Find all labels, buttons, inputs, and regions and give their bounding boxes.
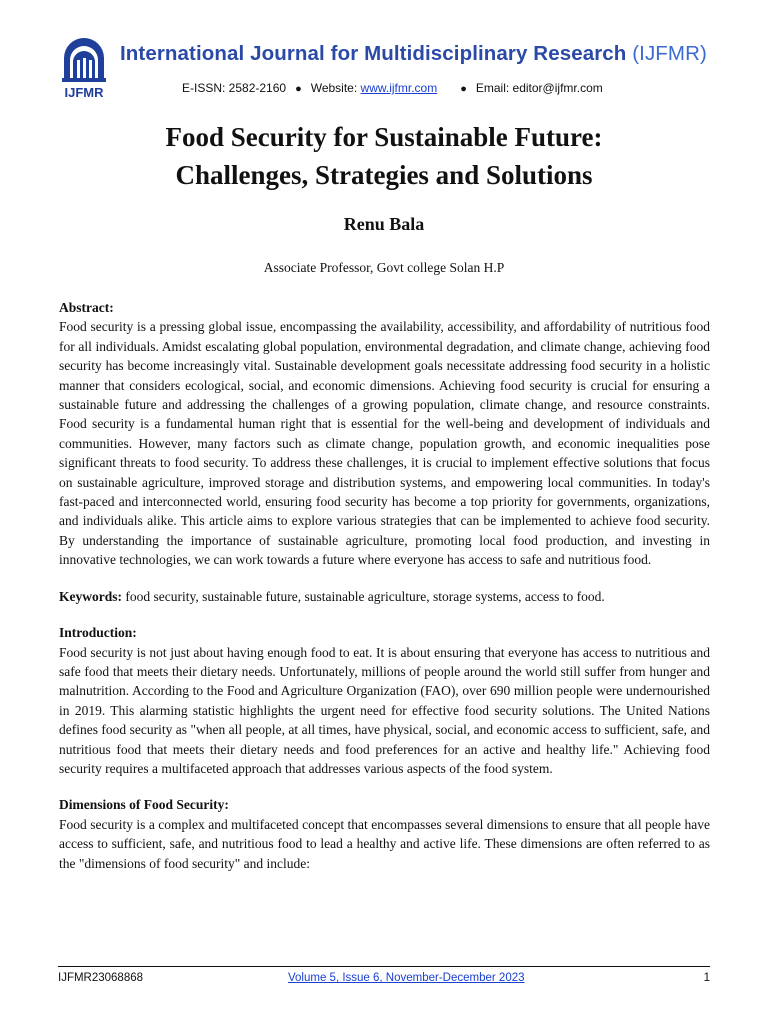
- title-line-2: Challenges, Strategies and Solutions: [175, 160, 593, 190]
- journal-name: [120, 42, 707, 66]
- dimensions-text: Food security is a complex and multifaceted concept that encompasses several dimensions to ensure that all people have access to sufficient, safe, and nutritious food to lead a healthy and active life. These dimensions are often referred to as the "dimensions of food security" and include:: [59, 816, 710, 871]
- journal-name-text: International Journal for Multidisciplinary Research: [120, 42, 627, 65]
- journal-abbr: (IJFMR): [632, 42, 707, 65]
- author-affiliation: Associate Professor, Govt college Solan H.P: [263, 260, 505, 275]
- website-label: Website:: [310, 81, 358, 95]
- email: Email: editor@ijfmr.com: [475, 81, 603, 95]
- abstract-heading: Abstract:: [59, 300, 114, 315]
- volume-issue[interactable]: Volume 5, Issue 6, November-December 2023: [288, 972, 525, 984]
- journal-meta: [182, 81, 603, 95]
- keywords-label: Keywords:: [59, 588, 122, 604]
- introduction-heading: Introduction:: [59, 625, 137, 641]
- keywords-text: food security, sustainable future, sustainable agriculture, storage systems, access to food.: [122, 588, 605, 604]
- abstract-text: Food security is a pressing global issue, encompassing the availability, accessibility, and affordability of nutritious food for all individuals. Amidst escalating global population, environmental degradation, and climate change, achieving food security has become increasingly vital. Sustainable development goals necessitate addressing food security in a holistic manner that considers ecological, social, and economic dimensions. Achieving food security is crucial for ensuring a sustainable future and addressing the challenges of a growing population, climate change, and resource constraints. Food security is a fundamental human right that is essential for the well-being and development of individuals and communities. However, many factors such as climate change, population growth, and economic inequalities pose significant threats to food security. To address these challenges, it is crucial to implement effective solutions that focus on sustainable agriculture, improved storage and distribution systems, and empowering local communities. In today's fast-paced and interconnected world, ensuring food security has become a top priority for governments, organizations, and individuals alike. This article aims to explore various strategies that can be implemented to achieve food security. By understanding the importance of sustainable agriculture, promoting local food production, and investing in innovative technologies, we can work towards a future where everyone has access to safe and nutritious food.: [59, 319, 710, 568]
- article-title: [40, 118, 728, 194]
- dimensions-heading: Dimensions of Food Security:: [59, 797, 229, 813]
- article-id: IJFMR23068868: [58, 972, 144, 984]
- eissn: E-ISSN: 2582-2160: [182, 81, 287, 95]
- website-link[interactable]: www.ijfmr.com: [360, 81, 438, 95]
- page-number: 1: [703, 972, 710, 984]
- article-body: [59, 298, 710, 873]
- keywords: [59, 587, 710, 606]
- author-name: Renu Bala: [343, 214, 425, 234]
- journal-header: [58, 38, 718, 102]
- logo-text: IJFMR: [64, 85, 104, 100]
- title-line-1: Food Security for Sustainable Future:: [165, 122, 603, 152]
- bullet-icon: ●: [295, 83, 302, 95]
- bullet-icon: ●: [460, 83, 467, 95]
- introduction-text: Food security is not just about having enough food to eat. It is about ensuring that everyone has access to nutritious and safe food that meets their dietary needs. Unfortunately, millions of people around the world still suffer from hunger and malnutrition. According to the Food and Agriculture Organization (FAO), over 690 million people were undernourished in 2019. This alarming statistic highlights the urgent need for effective food security solutions. The United Nations defines food security as "when all people, at all times, have physical, social, and economic access to sufficient, safe, and nutritious food that meets their dietary needs and food preferences for an active and healthy life." Achieving food security requires a multifaceted approach that addresses various aspects of the food system.: [59, 644, 710, 776]
- page-footer: [58, 966, 710, 984]
- ijfmr-logo: [58, 38, 110, 100]
